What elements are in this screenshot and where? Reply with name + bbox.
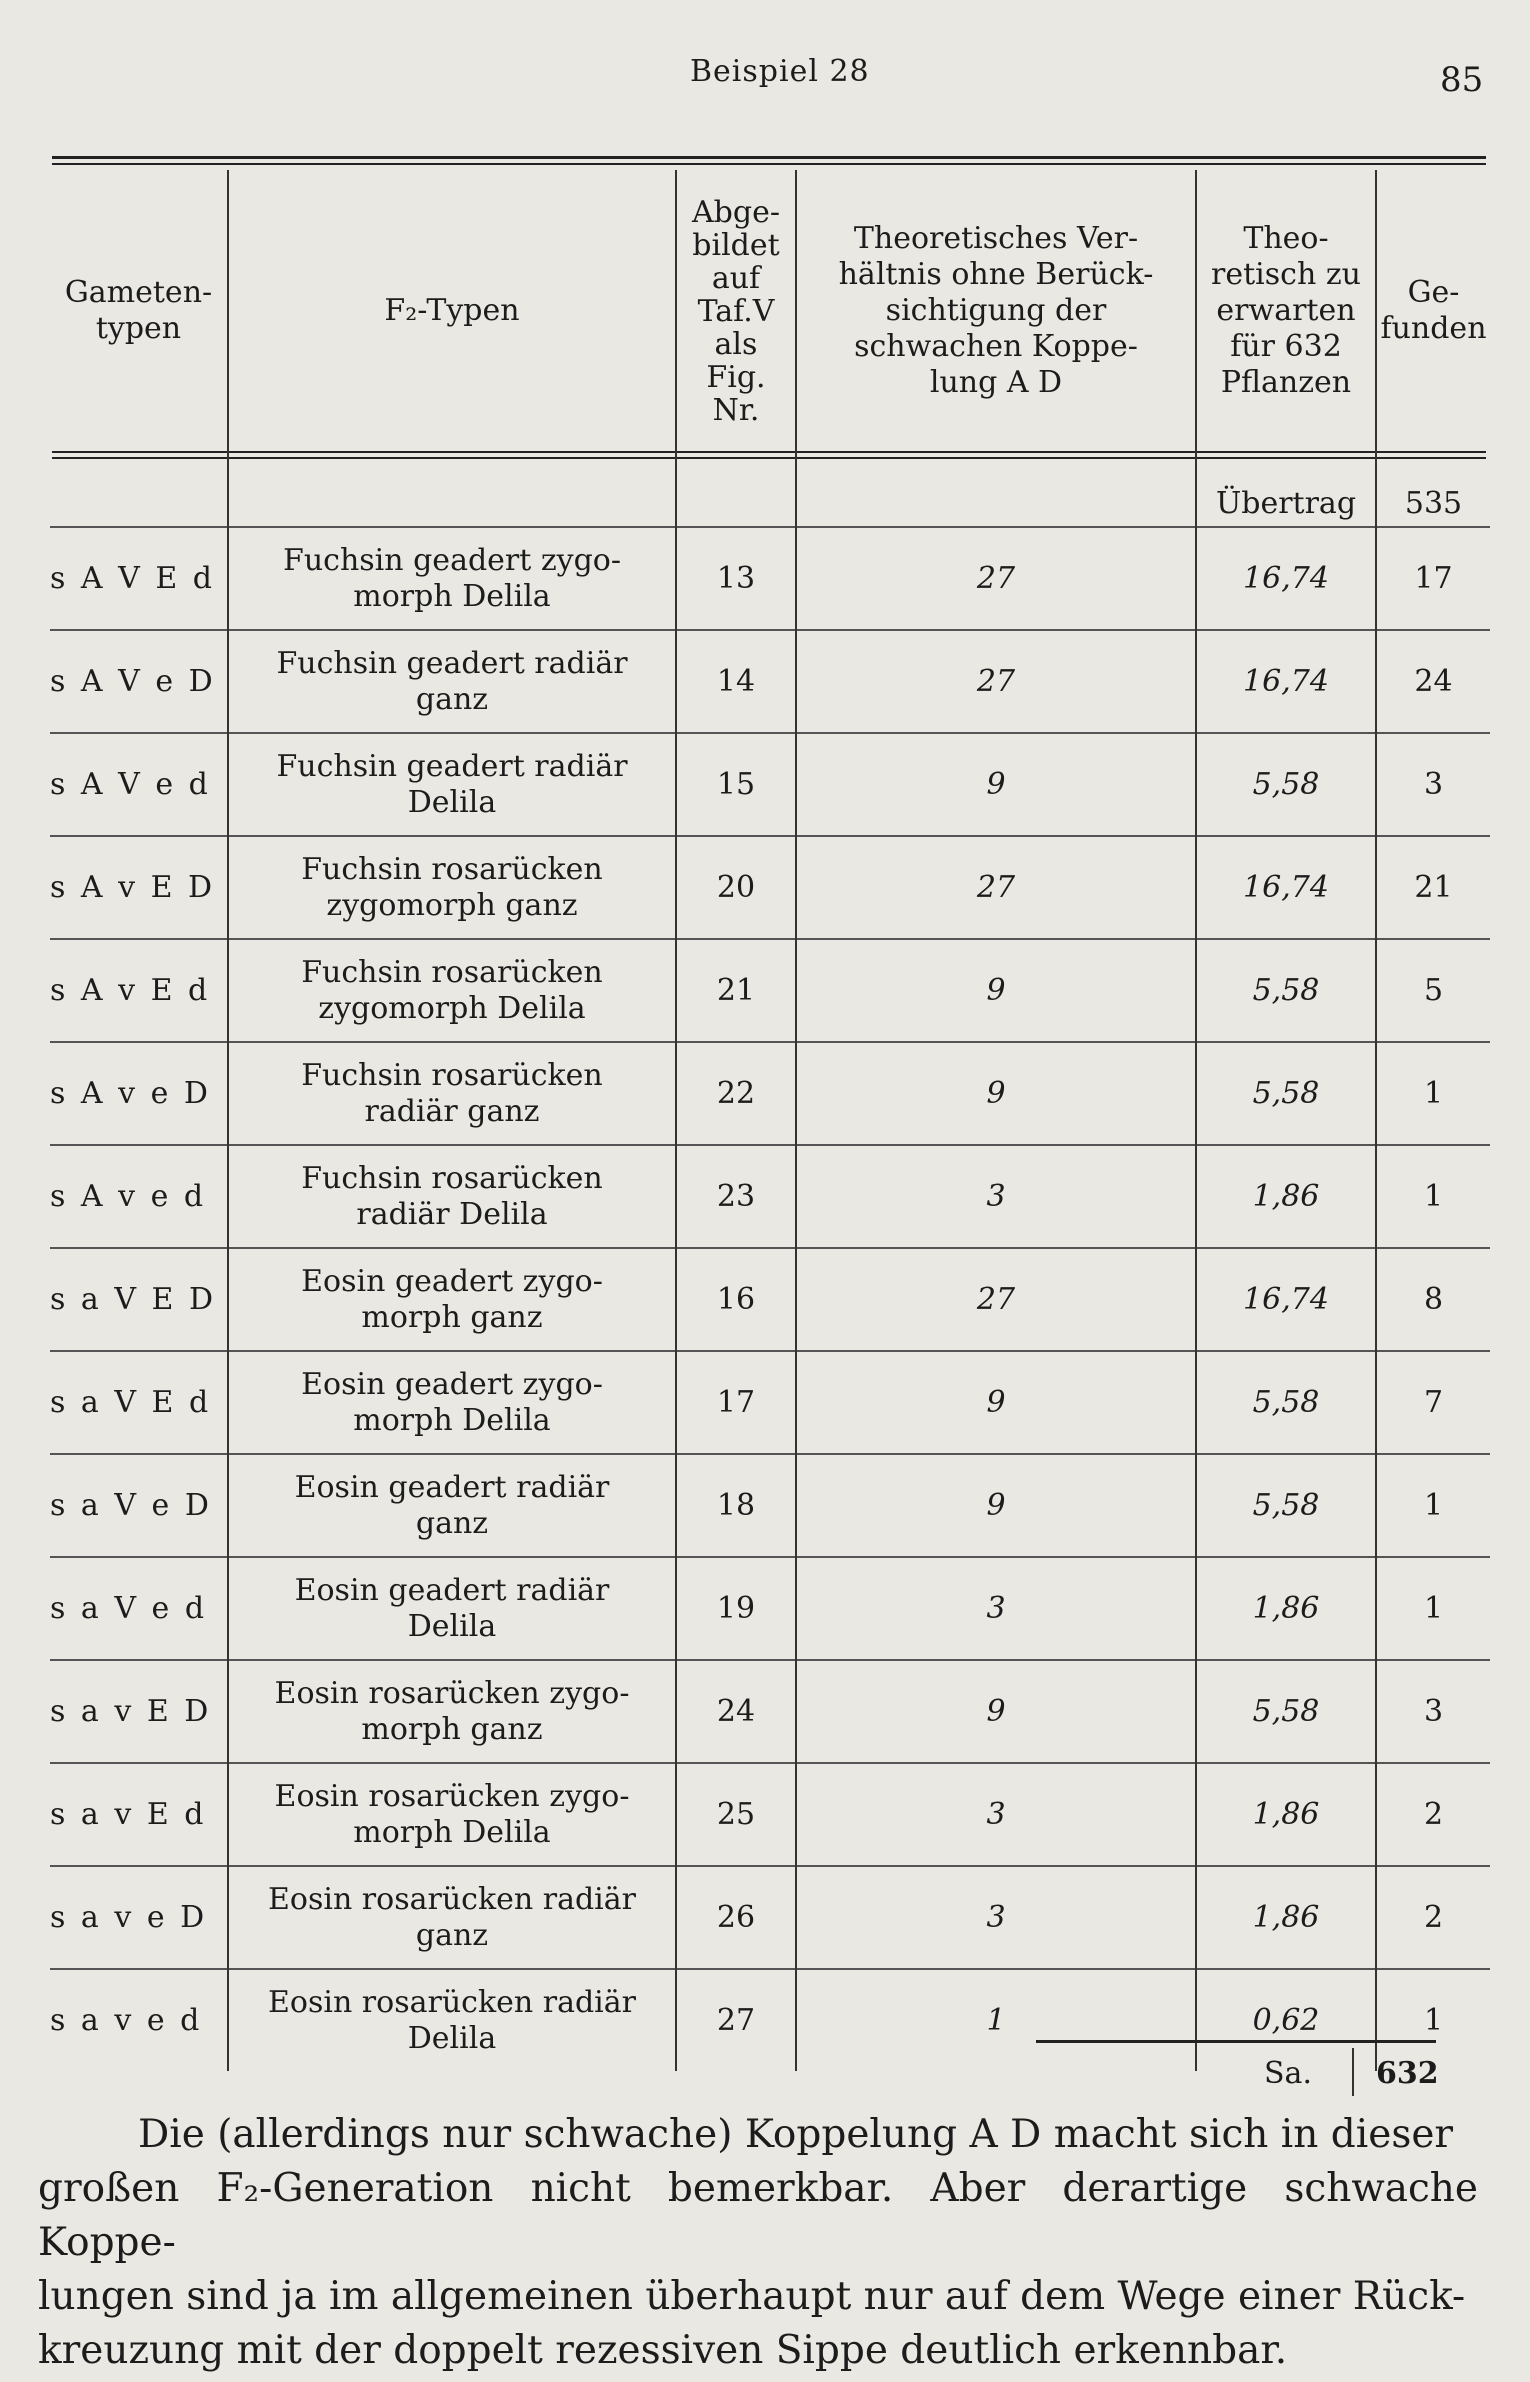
- figure-number-cell: 25: [676, 1763, 796, 1866]
- ratio-cell: 27: [796, 836, 1196, 939]
- top-rule-2: [52, 163, 1486, 165]
- uebertrag-row: [50, 452, 1490, 527]
- page-number: 85: [1440, 60, 1484, 100]
- figure-number-cell: 14: [676, 630, 796, 733]
- gamete-cell: s A V E d: [50, 527, 228, 630]
- gamete-cell: s a v e d: [50, 1969, 228, 2071]
- figure-number-cell: 16: [676, 1248, 796, 1351]
- gamete-cell: s A v e D: [50, 1042, 228, 1145]
- found-cell: 24: [1376, 630, 1490, 733]
- f2-type-cell: Eosin geadert zygo- morph ganz: [228, 1248, 676, 1351]
- found-cell: 8: [1376, 1248, 1490, 1351]
- col-header-found: Ge- funden: [1380, 275, 1487, 346]
- figure-number-cell: 20: [676, 836, 796, 939]
- figure-number-cell: 21: [676, 939, 796, 1042]
- expected-cell: 5,58: [1196, 939, 1376, 1042]
- gamete-cell: s a v e D: [50, 1866, 228, 1969]
- ratio-cell: 27: [796, 527, 1196, 630]
- f2-type-cell: Eosin rosarücken zygo- morph Delila: [228, 1763, 676, 1866]
- col-header-expected: Theo- retisch zu erwarten für 632 Pflanzen: [1196, 170, 1376, 452]
- expected-cell: 5,58: [1196, 1042, 1376, 1145]
- expected-cell: 0,62: [1196, 1969, 1376, 2071]
- gamete-cell: s A V e D: [50, 630, 228, 733]
- found-cell: 1: [1376, 1969, 1490, 2071]
- figure-number-cell: 26: [676, 1866, 796, 1969]
- found-cell: 1: [1376, 1145, 1490, 1248]
- paragraph-line-3: lungen sind ja im allgemeinen überhaupt nur auf dem Wege einer Rück-: [38, 2274, 1466, 2319]
- uebertrag-value: 535: [1404, 486, 1463, 521]
- ratio-cell: 3: [796, 1557, 1196, 1660]
- ratio-cell: 9: [796, 1454, 1196, 1557]
- col-header-fig: Abge- bildet auf Taf.V als Fig. Nr.: [676, 170, 796, 452]
- expected-cell: 16,74: [1196, 527, 1376, 630]
- data-table: [50, 170, 1490, 2071]
- gamete-cell: s A V e d: [50, 733, 228, 836]
- paragraph-line-2: großen F₂-Generation nicht bemerkbar. Aber derartige schwache Koppe-: [38, 2166, 1478, 2265]
- f2-type-cell: Eosin rosarücken zygo- morph ganz: [228, 1660, 676, 1763]
- gamete-cell: s a v E d: [50, 1763, 228, 1866]
- found-cell: 2: [1376, 1866, 1490, 1969]
- gamete-cell: s A v E D: [50, 836, 228, 939]
- ratio-cell: 9: [796, 1042, 1196, 1145]
- ratio-cell: 3: [796, 1763, 1196, 1866]
- expected-cell: 5,58: [1196, 733, 1376, 836]
- gamete-cell: s a V e D: [50, 1454, 228, 1557]
- f2-type-cell: Eosin geadert radiär Delila: [228, 1557, 676, 1660]
- ratio-cell: 9: [796, 939, 1196, 1042]
- expected-cell: 16,74: [1196, 836, 1376, 939]
- figure-number-cell: 27: [676, 1969, 796, 2071]
- figure-number-cell: 17: [676, 1351, 796, 1454]
- f2-type-cell: Eosin rosarücken radiär Delila: [228, 1969, 676, 2071]
- ratio-cell: 1: [796, 1969, 1196, 2071]
- table-row: [50, 1660, 1490, 1763]
- table-row: [50, 733, 1490, 836]
- sum-block: [1036, 2040, 1456, 2100]
- figure-number-cell: 19: [676, 1557, 796, 1660]
- f2-type-cell: Eosin rosarücken radiär ganz: [228, 1866, 676, 1969]
- f2-type-cell: Fuchsin rosarücken zygomorph Delila: [228, 939, 676, 1042]
- expected-cell: 16,74: [1196, 1248, 1376, 1351]
- expected-cell: 5,58: [1196, 1660, 1376, 1763]
- gamete-cell: s a v E D: [50, 1660, 228, 1763]
- ratio-cell: 3: [796, 1866, 1196, 1969]
- figure-number-cell: 22: [676, 1042, 796, 1145]
- expected-cell: 1,86: [1196, 1763, 1376, 1866]
- expected-cell: 5,58: [1196, 1454, 1376, 1557]
- sum-rule: [1036, 2040, 1436, 2043]
- table-row: [50, 836, 1490, 939]
- table-row: [50, 527, 1490, 630]
- figure-number-cell: 24: [676, 1660, 796, 1763]
- table-row: [50, 1454, 1490, 1557]
- col-header-gameten: Gameten- typen: [50, 170, 228, 452]
- found-cell: 5: [1376, 939, 1490, 1042]
- figure-number-cell: 13: [676, 527, 796, 630]
- gamete-cell: s a V e d: [50, 1557, 228, 1660]
- f2-type-cell: Fuchsin rosarücken zygomorph ganz: [228, 836, 676, 939]
- found-cell: 1: [1376, 1454, 1490, 1557]
- f2-type-cell: Eosin geadert radiär ganz: [228, 1454, 676, 1557]
- gamete-cell: s A v E d: [50, 939, 228, 1042]
- running-title: Beispiel 28: [690, 54, 870, 89]
- expected-cell: 1,86: [1196, 1866, 1376, 1969]
- f2-type-cell: Fuchsin geadert zygo- morph Delila: [228, 527, 676, 630]
- table-row: [50, 1042, 1490, 1145]
- found-cell: 7: [1376, 1351, 1490, 1454]
- table-row: [50, 630, 1490, 733]
- ratio-cell: 27: [796, 630, 1196, 733]
- table-row: [50, 1351, 1490, 1454]
- col-header-f2-typen: F₂-Typen: [228, 170, 676, 452]
- sum-value: 632: [1376, 2056, 1439, 2091]
- table-row: [50, 939, 1490, 1042]
- found-cell: 1: [1376, 1557, 1490, 1660]
- gamete-cell: s a V E D: [50, 1248, 228, 1351]
- ratio-cell: 9: [796, 1660, 1196, 1763]
- figure-number-cell: 15: [676, 733, 796, 836]
- gamete-cell: s A v e d: [50, 1145, 228, 1248]
- f2-type-cell: Fuchsin geadert radiär Delila: [228, 733, 676, 836]
- figure-number-cell: 23: [676, 1145, 796, 1248]
- expected-cell: 16,74: [1196, 630, 1376, 733]
- ratio-cell: 9: [796, 1351, 1196, 1454]
- expected-cell: 5,58: [1196, 1351, 1376, 1454]
- found-cell: 17: [1376, 527, 1490, 630]
- uebertrag-label: Übertrag: [1196, 452, 1376, 527]
- expected-cell: 1,86: [1196, 1557, 1376, 1660]
- expected-cell: 1,86: [1196, 1145, 1376, 1248]
- f2-type-cell: Fuchsin rosarücken radiär Delila: [228, 1145, 676, 1248]
- f2-type-cell: Fuchsin rosarücken radiär ganz: [228, 1042, 676, 1145]
- col-header-ratio: Theoretisches Ver- hältnis ohne Berück- sichtigung der schwachen Koppe- lung A D: [796, 170, 1196, 452]
- table-row: [50, 1866, 1490, 1969]
- paragraph-line-4: kreuzung mit der doppelt rezessiven Sippe deutlich erkennbar.: [38, 2328, 1288, 2373]
- body-paragraph: [38, 2108, 1478, 2378]
- found-cell: 21: [1376, 836, 1490, 939]
- ratio-cell: 3: [796, 1145, 1196, 1248]
- table-row: [50, 1557, 1490, 1660]
- sum-separator: [1352, 2048, 1354, 2096]
- table-row: [50, 1145, 1490, 1248]
- sum-label: Sa.: [1264, 2056, 1312, 2091]
- figure-number-cell: 18: [676, 1454, 796, 1557]
- table-row: [50, 1248, 1490, 1351]
- paragraph-line-1: Die (allerdings nur schwache) Koppelung A D macht sich in dieser: [138, 2112, 1454, 2157]
- found-cell: 2: [1376, 1763, 1490, 1866]
- f2-type-cell: Eosin geadert zygo- morph Delila: [228, 1351, 676, 1454]
- ratio-cell: 9: [796, 733, 1196, 836]
- table-header-row: [50, 170, 1490, 452]
- top-rule-1: [52, 156, 1486, 159]
- table-row: [50, 1763, 1490, 1866]
- gamete-cell: s a V E d: [50, 1351, 228, 1454]
- page-header: [0, 54, 1530, 104]
- ratio-cell: 27: [796, 1248, 1196, 1351]
- found-cell: 3: [1376, 1660, 1490, 1763]
- found-cell: 3: [1376, 733, 1490, 836]
- found-cell: 1: [1376, 1042, 1490, 1145]
- f2-type-cell: Fuchsin geadert radiär ganz: [228, 630, 676, 733]
